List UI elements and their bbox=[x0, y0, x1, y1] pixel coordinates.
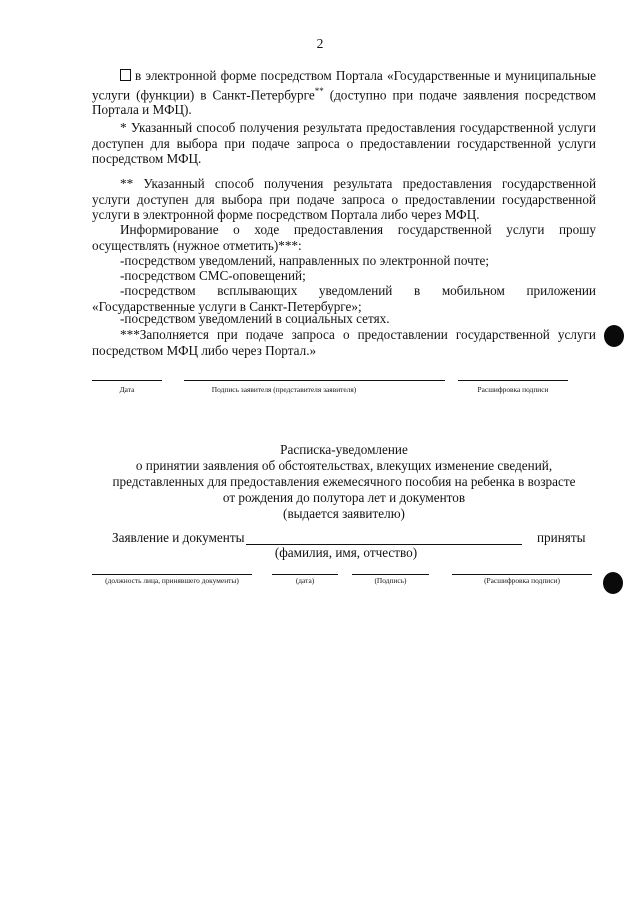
inform-intro: Информирование о ходе предоставления государственной услуги прошу осуществлять (нужное отметить)***: bbox=[92, 222, 596, 253]
receipt-decoding-label: (Расшифровка подписи) bbox=[484, 576, 560, 585]
checkbox-electronic[interactable] bbox=[120, 69, 131, 81]
position-line[interactable] bbox=[92, 574, 252, 575]
receipt-decoding-line[interactable] bbox=[452, 574, 592, 575]
date-label: Дата bbox=[119, 385, 135, 394]
inform-item-social: -посредством уведомлений в социальных сетях. bbox=[120, 311, 390, 326]
inform-item-email: -посредством уведомлений, направленных по электронной почте; bbox=[120, 253, 489, 268]
note-one-star: * Указанный способ получения результата предоставления государственной услуги доступен для выбора при подаче запроса о предоставлении государственной услуги посредством МФЦ. bbox=[92, 120, 596, 166]
page-number: 2 bbox=[316, 36, 324, 51]
signature-label: Подпись заявителя (представителя заявителя) bbox=[211, 385, 357, 394]
hole-punch-mark-lower bbox=[603, 572, 623, 594]
accepted-prefix: Заявление и документы bbox=[112, 530, 245, 545]
receipt-line-4: (выдается заявителю) bbox=[283, 506, 405, 521]
hole-punch-mark bbox=[604, 325, 624, 347]
receipt-signature-label: (Подпись) bbox=[374, 576, 407, 585]
receipt-line-3: от рождения до полутора лет и документов bbox=[222, 490, 466, 505]
electronic-option bbox=[92, 68, 596, 118]
position-label: (должность лица, принявшего документы) bbox=[105, 576, 239, 585]
note-two-star: ** Указанный способ получения результата предоставления государственной услуги доступен для выбора при подаче запроса о предоставлении государственной услуги в электронной форме посредством Портала либо через МФЦ. bbox=[92, 176, 596, 222]
receipt-line-1: о принятии заявления об обстоятельствах, влекущих изменение сведений, bbox=[135, 458, 553, 473]
double-star-marker: ** bbox=[314, 85, 324, 96]
receipt-date-label: (дата) bbox=[295, 576, 315, 585]
receipt-line-2: представленных для предоставления ежемесячного пособия на ребенка в возрасте bbox=[112, 474, 576, 489]
fio-caption: (фамилия, имя, отчество) bbox=[274, 545, 418, 560]
electronic-option-text: в электронной форме посредством Портала «Государственные и муниципальные услуги (функции) в Санкт-Петербурге bbox=[92, 68, 596, 102]
receipt-title: Расписка-уведомление bbox=[280, 442, 408, 457]
electronic-option-text-after: (доступно при подаче заявления посредством Портала и МФЦ). bbox=[92, 86, 596, 118]
inform-item-sms: -посредством СМС-оповещений; bbox=[120, 268, 306, 283]
receipt-signature-line[interactable] bbox=[352, 574, 429, 575]
accepted-suffix: приняты bbox=[537, 530, 586, 545]
decoding-label: Расшифровка подписи bbox=[477, 385, 549, 394]
date-line bbox=[92, 380, 162, 381]
note-three-star: ***Заполняется при подаче запроса о предоставлении государственной услуги посредством МФЦ либо через Портал.» bbox=[92, 327, 596, 358]
decoding-line bbox=[458, 380, 568, 381]
signature-line bbox=[184, 380, 445, 381]
receipt-date-line[interactable] bbox=[272, 574, 338, 575]
inform-item-mobile: -посредством всплывающих уведомлений в мобильном приложении «Государственные услуги в Санкт-Петербурге»; bbox=[92, 283, 596, 314]
